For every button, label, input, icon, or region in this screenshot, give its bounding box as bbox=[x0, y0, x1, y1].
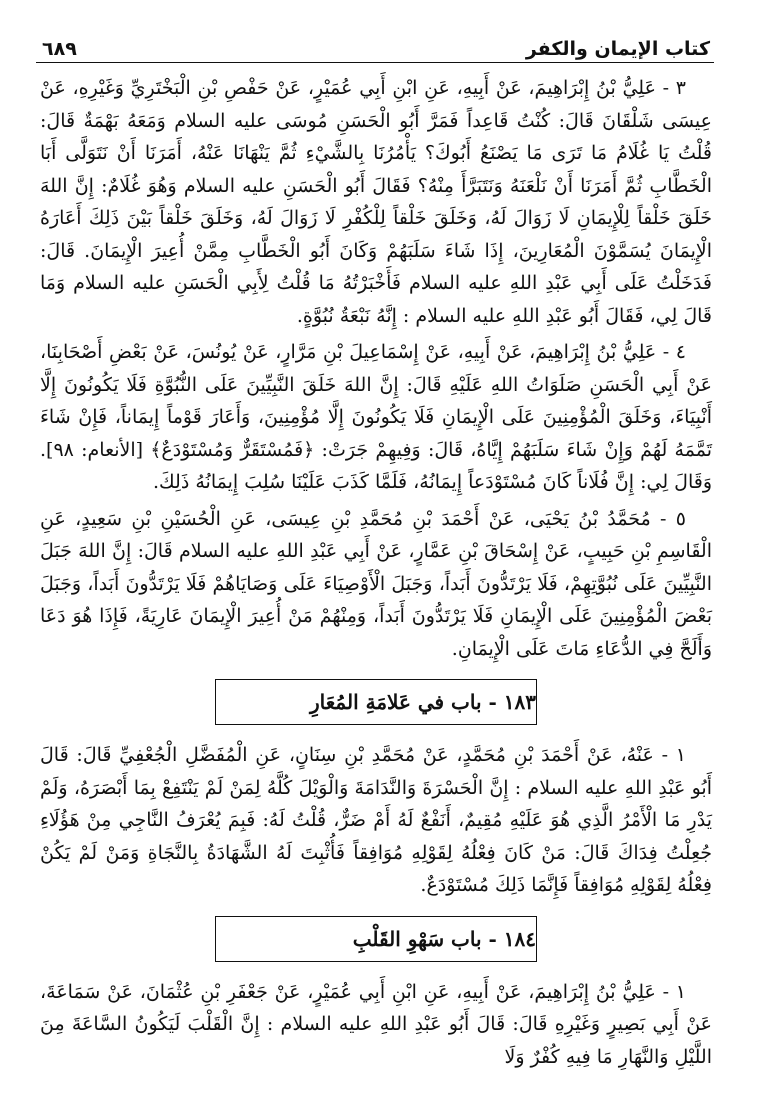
book-title: كتاب الإيمان والكفر bbox=[525, 38, 710, 60]
header-divider bbox=[36, 62, 714, 63]
hadith-paragraph: ١ - عَنْهُ، عَنْ أَحْمَدَ بْنِ مُحَمَّدٍ، عَنْ مُحَمَّدِ بْنِ سِنَانٍ، عَنِ الْمُفَضَّلِ الْجُعْفِيِّ قَالَ: قَالَ أَبُو عَبْدِ اللهِ عليه السلام : إِنَّ الْحَسْرَةَ وَالنَّدَامَةَ وَالْوَيْلَ كُلَّهُ لِمَنْ لَمْ يَنْتَفِعْ بِمَا أَبْصَرَهُ، وَلَمْ يَدْرِ مَا الْأَمْرُ الَّذِي هُوَ عَلَيْهِ مُقِيمٌ، أَنَفْعٌ لَهُ أَمْ ضَرٌّ، قُلْتُ لَهُ: فَبِمَ يُعْرَفُ النَّاجِي مِنْ هَؤُلَاءِ جُعِلْتُ فِدَاكَ قَالَ: مَنْ كَانَ فِعْلُهُ لِقَوْلِهِ مُوَافِقاً فَأُثْبِتَ لَهُ الشَّهَادَةُ بِالنَّجَاةِ وَمَنْ لَمْ يَكُنْ فِعْلُهُ لِقَوْلِهِ مُوَافِقاً فَإِنَّمَا ذَلِكَ مُسْتَوْدَعٌ. bbox=[40, 744, 712, 896]
hadith-paragraph: ٥ - مُحَمَّدُ بْنُ يَحْيَى، عَنْ أَحْمَدَ بْنِ مُحَمَّدِ بْنِ عِيسَى، عَنِ الْحُسَيْنِ بْنِ سَعِيدٍ، عَنِ الْقَاسِمِ بْنِ حَبِيبٍ، عَنْ إِسْحَاقَ بْنِ عَمَّارٍ، عَنْ أَبِي عَبْدِ اللهِ عليه السلام قَالَ: إِنَّ اللهَ جَبَلَ النَّبِيِّينَ عَلَى نُبُوَّتِهِمْ، فَلَا يَرْتَدُّونَ أَبَداً، وَجَبَلَ الْأَوْصِيَاءَ عَلَى وَصَايَاهُمْ فَلَا يَرْتَدُّونَ أَبَداً، وَجَبَلَ بَعْضَ الْمُؤْمِنِينَ عَلَى الْإِيمَانِ فَلَا يَرْتَدُّونَ أَبَداً، وَمِنْهُمْ مَنْ أُعِيرَ الْإِيمَانَ عَارِيَةً، فَإِذَا هُوَ دَعَا وَأَلَحَّ فِي الدُّعَاءِ مَاتَ عَلَى الْإِيمَانِ. bbox=[40, 507, 712, 660]
page-header bbox=[42, 26, 710, 60]
page-number: ٦٨٩ bbox=[42, 38, 77, 60]
hadith-paragraph: ٣ - عَلِيُّ بْنُ إِبْرَاهِيمَ، عَنْ أَبِيهِ، عَنِ ابْنِ أَبِي عُمَيْرٍ، عَنْ حَفْصِ بْنِ الْبَخْتَرِيِّ وَغَيْرِهِ، عَنْ عِيسَى شَلْقَانَ قَالَ: كُنْتُ قَاعِداً فَمَرَّ أَبُو الْحَسَنِ مُوسَى عليه السلام وَمَعَهُ بَهْمَةٌ قَالَ: قُلْتُ يَا غُلَامُ مَا تَرَى مَا يَصْنَعُ أَبُوكَ؟ يَأْمُرُنَا بِالشَّيْءِ ثُمَّ يَنْهَانَا عَنْهُ، أَمَرَنَا أَنْ نَتَوَلَّى أَبَا الْخَطَّابِ ثُمَّ أَمَرَنَا أَنْ نَلْعَنَهُ وَنَتَبَرَّأَ مِنْهُ؟ فَقَالَ أَبُو الْحَسَنِ عليه السلام وَهُوَ غُلَامٌ: إِنَّ اللهَ خَلَقَ خَلْقاً لِلْإِيمَانِ لَا زَوَالَ لَهُ، وَخَلَقَ خَلْقاً لِلْكُفْرِ لَا زَوَالَ لَهُ، وَخَلَقَ خَلْقاً بَيْنَ ذَلِكَ أَعَارَهُ الْإِيمَانَ يُسَمَّوْنَ الْمُعَارِينَ، إِذَا شَاءَ سَلَبَهُمْ وَكَانَ أَبُو الْخَطَّابِ مِمَّنْ أُعِيرَ الْإِيمَانَ. قَالَ: فَدَخَلْتُ عَلَى أَبِي عَبْدِ اللهِ عليه السلام فَأَخْبَرْتُهُ مَا قُلْتُ لِأَبِي الْحَسَنِ عليه السلام وَمَا قَالَ لِي، فَقَالَ أَبُو عَبْدِ اللهِ عليه السلام : إِنَّهُ نَبْعَةُ نُبُوَّةٍ. bbox=[40, 77, 712, 327]
page-content bbox=[40, 72, 712, 1077]
chapter-heading: ١٨٣ - باب في عَلامَةِ المُعَارِ bbox=[215, 679, 537, 725]
hadith-paragraph: ١ - عَلِيُّ بْنُ إِبْرَاهِيمَ، عَنْ أَبِيهِ، عَنِ ابْنِ أَبِي عُمَيْرٍ، عَنْ جَعْفَرِ بْنِ عُثْمَانَ، عَنْ سَمَاعَةَ، عَنْ أَبِي بَصِيرٍ وَغَيْرِهِ قَالَ: قَالَ أَبُو عَبْدِ اللهِ عليه السلام : إِنَّ الْقَلْبَ لَيَكُونُ السَّاعَةَ مِنَ اللَّيْلِ وَالنَّهَارِ مَا فِيهِ كُفْرٌ وَلَا bbox=[40, 980, 712, 1068]
chapter-heading: ١٨٤ - باب سَهْوِ القَلْبِ bbox=[215, 916, 537, 962]
hadith-paragraph: ٤ - عَلِيُّ بْنُ إِبْرَاهِيمَ، عَنْ أَبِيهِ، عَنْ إِسْمَاعِيلَ بْنِ مَرَّارٍ، عَنْ يُونُسَ، عَنْ بَعْضِ أَصْحَابِنَا، عَنْ أَبِي الْحَسَنِ صَلَوَاتُ اللهِ عَلَيْهِ قَالَ: إِنَّ اللهَ خَلَقَ النَّبِيِّينَ عَلَى النُّبُوَّةِ فَلَا يَكُونُونَ إِلَّا أَنْبِيَاءَ، وَخَلَقَ الْمُؤْمِنِينَ عَلَى الْإِيمَانِ فَلَا يَكُونُونَ إِلَّا مُؤْمِنِينَ، وَأَعَارَ قَوْماً إِيمَاناً، فَإِنْ شَاءَ تَمَّمَهُ لَهُمْ وَإِنْ شَاءَ سَلَبَهُمْ إِيَّاهُ، قَالَ: وَفِيهِمْ جَرَتْ: ﴿فَمُسْتَقَرٌّ وَمُسْتَوْدَعٌ﴾ [الأنعام: ٩٨]. وَقَالَ لِي: إِنَّ فُلَاناً كَانَ مُسْتَوْدَعاً إِيمَانُهُ، فَلَمَّا كَذَبَ عَلَيْنَا سُلِبَ إِيمَانُهُ ذَلِكَ. bbox=[40, 341, 712, 493]
